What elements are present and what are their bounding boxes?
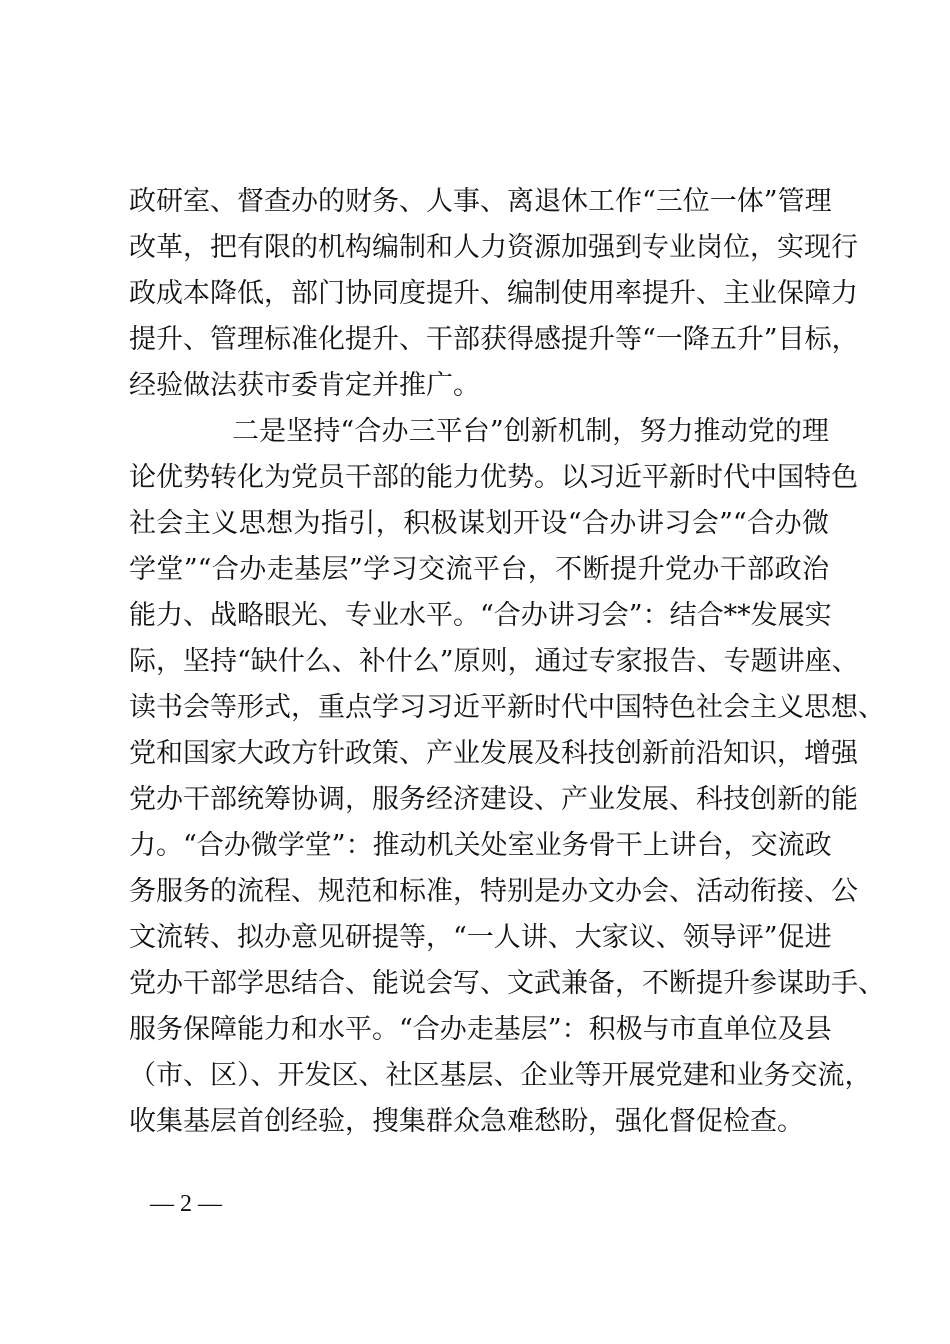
body-text-line: 改革，把有限的机构编制和人力资源加强到专业岗位，实现行 (129, 232, 858, 263)
body-text-line: 力。“合办微学堂”：推动机关处室业务骨干上讲台，交流政 (129, 830, 832, 861)
paragraph-first-line: 二是坚持“合办三平台”创新机制，努力推动党的理 (232, 416, 829, 447)
body-text-line: 提升、管理标准化提升、干部获得感提升等“一降五升”目标， (129, 324, 859, 355)
body-text-line: 服务保障能力和水平。“合办走基层”：积极与市直单位及县 (129, 1014, 832, 1045)
body-text-line: 读书会等形式，重点学习习近平新时代中国特色社会主义思想、 (129, 692, 885, 723)
body-text-line: 际，坚持“缺什么、补什么”原则，通过专家报告、专题讲座、 (129, 646, 859, 677)
body-text-line: 学堂”“合办走基层”学习交流平台，不断提升党办干部政治 (129, 554, 829, 585)
body-text-line: 社会主义思想为指引，积极谋划开设“合办讲习会”“合办微 (129, 508, 829, 539)
body-text-line: 能力、战略眼光、专业水平。“合办讲习会”：结合**发展实 (129, 600, 832, 631)
body-text-line: 务服务的流程、规范和标准，特别是办文办会、活动衔接、公 (129, 876, 858, 907)
body-text-line: 文流转、拟办意见研提等，“一人讲、大家议、领导评”促进 (129, 922, 832, 953)
body-text-line: 党办干部统筹协调，服务经济建设、产业发展、科技创新的能 (129, 784, 858, 815)
body-text-line: 经验做法获市委肯定并推广。 (129, 370, 480, 401)
body-text-line: 党办干部学思结合、能说会写、文武兼备，不断提升参谋助手、 (129, 968, 885, 999)
body-text-line: （市、区）、开发区、社区基层、企业等开展党建和业务交流， (129, 1060, 872, 1091)
body-text-line: 党和国家大政方针政策、产业发展及科技创新前沿知识，增强 (129, 738, 858, 769)
body-text-line: 政成本降低，部门协同度提升、编制使用率提升、主业保障力 (129, 278, 858, 309)
body-text-line: 收集基层首创经验，搜集群众急难愁盼，强化督促检查。 (129, 1106, 804, 1137)
body-text-line: 政研室、督查办的财务、人事、离退休工作“三位一体”管理 (129, 186, 832, 217)
page-number: — 2 — (150, 1191, 222, 1217)
body-text-line: 论优势转化为党员干部的能力优势。以习近平新时代中国特色 (129, 462, 858, 493)
